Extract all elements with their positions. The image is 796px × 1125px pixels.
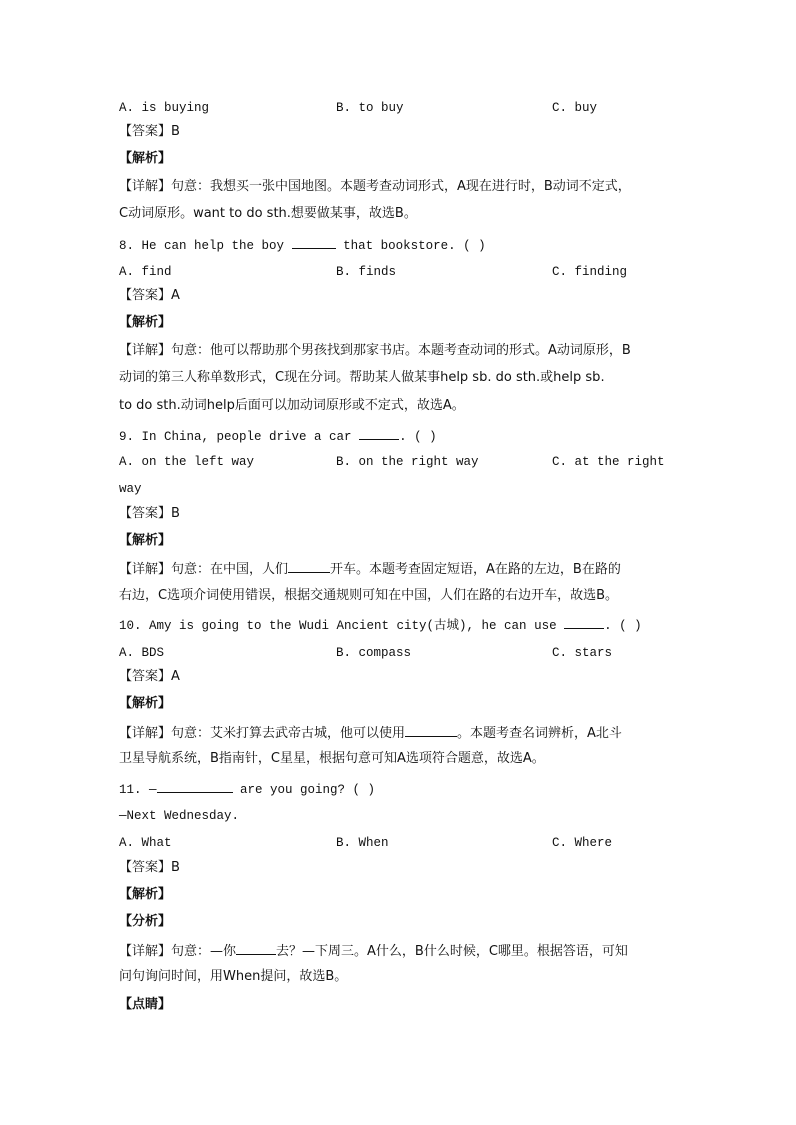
q10-detail-post: 。本题考查名词辨析，A北斗 [457,726,622,741]
q11-option-b: B. When [336,836,389,850]
q7-option-b: B. to buy [336,101,404,115]
q8-stem [119,236,486,254]
q8-stem-pre: 8. He can help the boy [119,239,285,253]
q10-blank [564,616,604,629]
q9-detail-blank [288,560,330,573]
q11-blank [157,780,233,793]
q7-option-c: C. buy [552,101,598,115]
q10-option-b: B. compass [336,646,412,660]
q9-stem [119,427,437,445]
q9-option-c-wrap: way [119,482,142,496]
q10-detail-line2: 卫星导航系统，B指南针，C星星，根据句意可知A选项符合题意，故选A。 [119,751,545,766]
q11-detail-blank [236,942,276,955]
q7-answer: 【答案】B [119,124,180,139]
q10-stem-post: . ( ) [604,619,642,633]
q9-detail-line2: 右边，C选项介词使用错误，根据交通规则可知在中国，人们在路的右边开车，故选B。 [119,588,618,603]
q7-detail-line1: 【详解】句意：我想买一张中国地图。本题考查动词形式，A现在进行时，B动词不定式， [119,179,631,194]
q11-stem-post: are you going? ( ) [240,783,376,797]
q8-stem-post: that bookstore. ( ) [343,239,486,253]
q7-option-a: A. is buying [119,101,210,115]
q11-option-a: A. What [119,836,172,850]
q10-detail-blank [405,724,457,737]
q10-option-c: C. stars [552,646,613,660]
q8-option-c: C. finding [552,265,628,279]
q8-blank [292,236,336,249]
q7-detail-line2: C动词原形。want to do sth.想要做某事，故选B。 [119,206,417,221]
q11-reply: —Next Wednesday. [119,809,240,823]
q8-detail-line1: 【详解】句意：他可以帮助那个男孩找到那家书店。本题考查动词的形式。A动词原形，B [119,343,631,358]
q11-stem-pre: 11. — [119,783,157,797]
q9-blank [359,427,399,440]
q9-detail-pre: 【详解】句意：在中国，人们 [119,562,289,577]
q9-analysis-heading: 【解析】 [119,533,172,548]
q8-option-b: B. finds [336,265,397,279]
q8-option-a: A. find [119,265,172,279]
q11-detail-line2: 问句询问时间，用When提问，故选B。 [119,969,348,984]
q9-answer: 【答案】B [119,506,180,521]
q10-answer: 【答案】A [119,669,180,684]
q11-stem [119,780,375,798]
q9-option-c: C. at the right [552,455,665,469]
q11-dianjing-heading: 【点睛】 [119,997,172,1012]
q9-stem-pre: 9. In China, people drive a car [119,430,352,444]
q10-detail-line1 [119,724,622,742]
q8-detail-line2: 动词的第三人称单数形式，C现在分词。帮助某人做某事help sb. do sth.或help sb. [119,370,605,385]
q11-fenxi-heading: 【分析】 [119,914,172,929]
q10-stem-pre: 10. Amy is going to the Wudi Ancient city(古城), he can use [119,619,557,633]
q10-analysis-heading: 【解析】 [119,696,172,711]
q11-detail-post: 去？—下周三。A什么，B什么时候，C哪里。根据答语，可知 [276,944,628,959]
q11-analysis-heading: 【解析】 [119,887,172,902]
q9-detail-line1 [119,560,621,578]
q11-answer: 【答案】B [119,860,180,875]
q11-detail-line1 [119,942,628,960]
q8-analysis-heading: 【解析】 [119,315,172,330]
q8-answer: 【答案】A [119,288,180,303]
q9-option-b: B. on the right way [336,455,479,469]
q7-analysis-heading: 【解析】 [119,151,172,166]
q8-detail-line3: to do sth.动词help后面可以加动词原形或不定式，故选A。 [119,398,465,413]
q9-detail-post: 开车。本题考查固定短语，A在路的左边，B在路的 [330,562,621,577]
q9-stem-post: . ( ) [399,430,437,444]
q10-option-a: A. BDS [119,646,165,660]
q10-detail-pre: 【详解】句意：艾米打算去武帝古城，他可以使用 [119,726,406,741]
q9-option-a: A. on the left way [119,455,255,469]
q11-option-c: C. Where [552,836,613,850]
q10-stem [119,616,642,634]
q11-detail-pre: 【详解】句意：—你 [119,944,237,959]
